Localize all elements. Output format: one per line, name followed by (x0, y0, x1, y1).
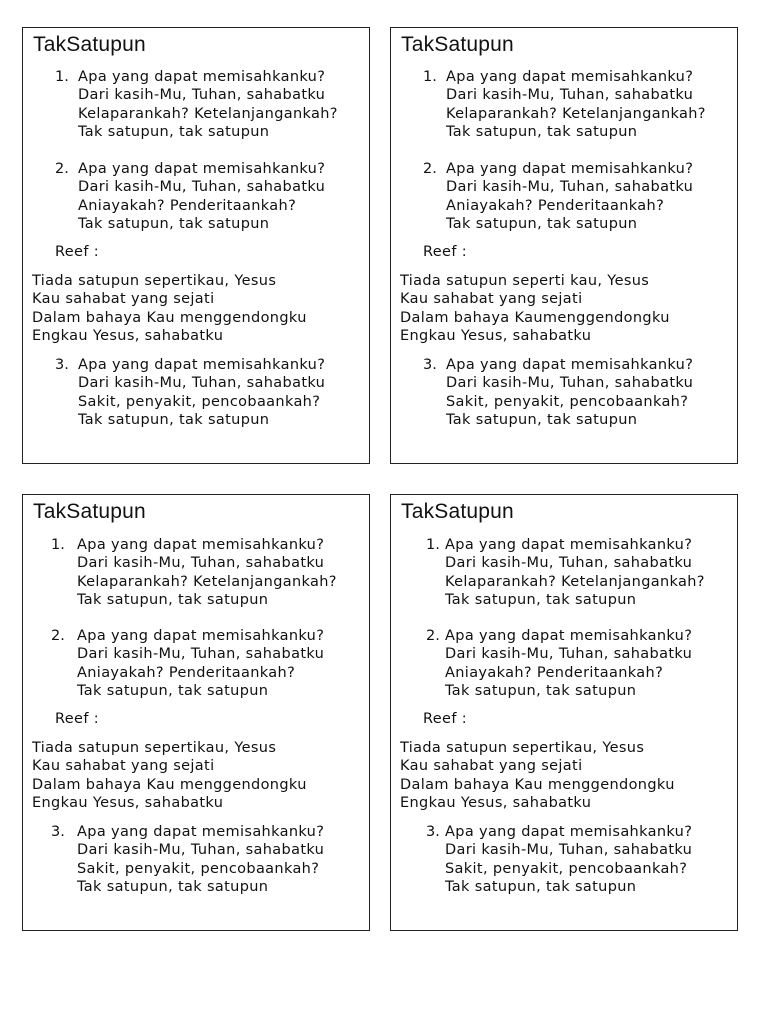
verse-line: Aniayakah? Penderitaankah? (78, 197, 297, 214)
chorus (400, 739, 675, 812)
verse-1 (78, 68, 338, 141)
verse-line: Tak satupun, tak satupun (445, 591, 637, 608)
verse-number: 1. (423, 69, 437, 85)
verse-number: 3. (55, 357, 69, 373)
chorus-line: Dalam bahaya Kau menggendongku (32, 309, 307, 326)
verse-line: Aniayakah? Penderitaankah? (445, 664, 664, 681)
song-title: TakSatupun (33, 33, 146, 56)
reef-label: Reef : (423, 711, 467, 727)
verse-line: Tak satupun, tak satupun (77, 682, 269, 699)
chorus-line: Dalam bahaya Kaumenggendongku (400, 309, 670, 326)
reef-label: Reef : (55, 244, 99, 260)
verse-line: Tak satupun, tak satupun (78, 411, 270, 428)
verse-line: Tak satupun, tak satupun (446, 215, 638, 232)
verse-line: Kelaparankah? Ketelanjangankah? (78, 105, 338, 122)
verse-3 (446, 356, 693, 429)
chorus-line: Engkau Yesus, sahabatku (32, 794, 224, 811)
song-card (22, 494, 370, 931)
verse-line: Tak satupun, tak satupun (77, 591, 269, 608)
verse-line: Tak satupun, tak satupun (445, 682, 637, 699)
verse-3 (78, 356, 325, 429)
verse-line: Dari kasih-Mu, Tuhan, sahabatku (445, 555, 693, 572)
verse-number: 2. (55, 161, 69, 177)
verse-number: 2. (426, 628, 440, 644)
verse-2 (445, 627, 692, 700)
chorus (32, 739, 307, 812)
chorus-line: Engkau Yesus, sahabatku (400, 327, 592, 344)
song-title: TakSatupun (401, 500, 514, 523)
chorus-line: Tiada satupun sepertikau, Yesus (400, 740, 645, 756)
chorus-line: Engkau Yesus, sahabatku (400, 794, 592, 811)
song-title: TakSatupun (401, 33, 514, 56)
verse-line: Dari kasih-Mu, Tuhan, sahabatku (78, 179, 326, 196)
reef-label: Reef : (423, 244, 467, 260)
song-card (22, 27, 370, 464)
verse-line: Tak satupun, tak satupun (446, 411, 638, 428)
verse-1 (77, 536, 337, 609)
chorus-line: Dalam bahaya Kau menggendongku (32, 776, 307, 793)
verse-line: Dari kasih-Mu, Tuhan, sahabatku (78, 375, 326, 392)
verse-line: Aniayakah? Penderitaankah? (446, 197, 665, 214)
verse-line: Apa yang dapat memisahkanku? (445, 824, 693, 840)
verse-line: Tak satupun, tak satupun (445, 878, 637, 895)
verse-line: Sakit, penyakit, pencobaankah? (446, 393, 689, 410)
chorus-line: Kau sahabat yang sejati (32, 758, 215, 775)
verse-1 (446, 68, 706, 141)
verse-number: 3. (426, 824, 440, 840)
verse-number: 2. (51, 628, 65, 644)
verse-line: Apa yang dapat memisahkanku? (78, 69, 326, 85)
verse-line: Dari kasih-Mu, Tuhan, sahabatku (77, 842, 325, 859)
verse-line: Dari kasih-Mu, Tuhan, sahabatku (77, 646, 325, 663)
verse-number: 1. (426, 537, 440, 553)
verse-line: Dari kasih-Mu, Tuhan, sahabatku (446, 375, 694, 392)
verse-line: Apa yang dapat memisahkanku? (446, 161, 694, 177)
reef-label: Reef : (55, 711, 99, 727)
verse-number: 3. (51, 824, 65, 840)
verse-line: Apa yang dapat memisahkanku? (446, 357, 694, 373)
verse-line: Apa yang dapat memisahkanku? (77, 824, 325, 840)
verse-line: Apa yang dapat memisahkanku? (445, 628, 693, 644)
chorus-line: Kau sahabat yang sejati (400, 291, 583, 308)
verse-line: Apa yang dapat memisahkanku? (78, 161, 326, 177)
verse-line: Apa yang dapat memisahkanku? (78, 357, 326, 373)
chorus-line: Tiada satupun sepertikau, Yesus (32, 740, 277, 756)
chorus-line: Kau sahabat yang sejati (32, 291, 215, 308)
chorus (32, 272, 307, 345)
verse-line: Apa yang dapat memisahkanku? (77, 537, 325, 553)
verse-number: 1. (51, 537, 65, 553)
verse-line: Dari kasih-Mu, Tuhan, sahabatku (446, 179, 694, 196)
verse-2 (77, 627, 324, 700)
song-card (390, 27, 738, 464)
verse-line: Dari kasih-Mu, Tuhan, sahabatku (446, 87, 694, 104)
verse-line: Tak satupun, tak satupun (78, 123, 270, 140)
verse-line: Aniayakah? Penderitaankah? (77, 664, 296, 681)
verse-line: Kelaparankah? Ketelanjangankah? (446, 105, 706, 122)
verse-line: Tak satupun, tak satupun (77, 878, 269, 895)
verse-line: Tak satupun, tak satupun (78, 215, 270, 232)
verse-line: Apa yang dapat memisahkanku? (445, 537, 693, 553)
verse-3 (77, 823, 324, 896)
chorus-line: Engkau Yesus, sahabatku (32, 327, 224, 344)
verse-line: Dari kasih-Mu, Tuhan, sahabatku (445, 842, 693, 859)
verse-2 (78, 160, 325, 233)
verse-line: Sakit, penyakit, pencobaankah? (77, 860, 320, 877)
chorus-line: Kau sahabat yang sejati (400, 758, 583, 775)
verse-line: Kelaparankah? Ketelanjangankah? (445, 573, 705, 590)
verse-2 (446, 160, 693, 233)
verse-number: 3. (423, 357, 437, 373)
chorus-line: Tiada satupun seperti kau, Yesus (400, 273, 650, 289)
verse-3 (445, 823, 692, 896)
verse-line: Dari kasih-Mu, Tuhan, sahabatku (445, 646, 693, 663)
verse-line: Kelaparankah? Ketelanjangankah? (77, 573, 337, 590)
verse-line: Tak satupun, tak satupun (446, 123, 638, 140)
verse-number: 2. (423, 161, 437, 177)
verse-line: Sakit, penyakit, pencobaankah? (78, 393, 321, 410)
chorus-line: Dalam bahaya Kau menggendongku (400, 776, 675, 793)
verse-line: Dari kasih-Mu, Tuhan, sahabatku (77, 555, 325, 572)
verse-number: 1. (55, 69, 69, 85)
song-title: TakSatupun (33, 500, 146, 523)
verse-line: Apa yang dapat memisahkanku? (446, 69, 694, 85)
verse-1 (445, 536, 705, 609)
chorus (400, 272, 670, 345)
verse-line: Apa yang dapat memisahkanku? (77, 628, 325, 644)
verse-line: Dari kasih-Mu, Tuhan, sahabatku (78, 87, 326, 104)
song-card (390, 494, 738, 931)
verse-line: Sakit, penyakit, pencobaankah? (445, 860, 688, 877)
chorus-line: Tiada satupun sepertikau, Yesus (32, 273, 277, 289)
